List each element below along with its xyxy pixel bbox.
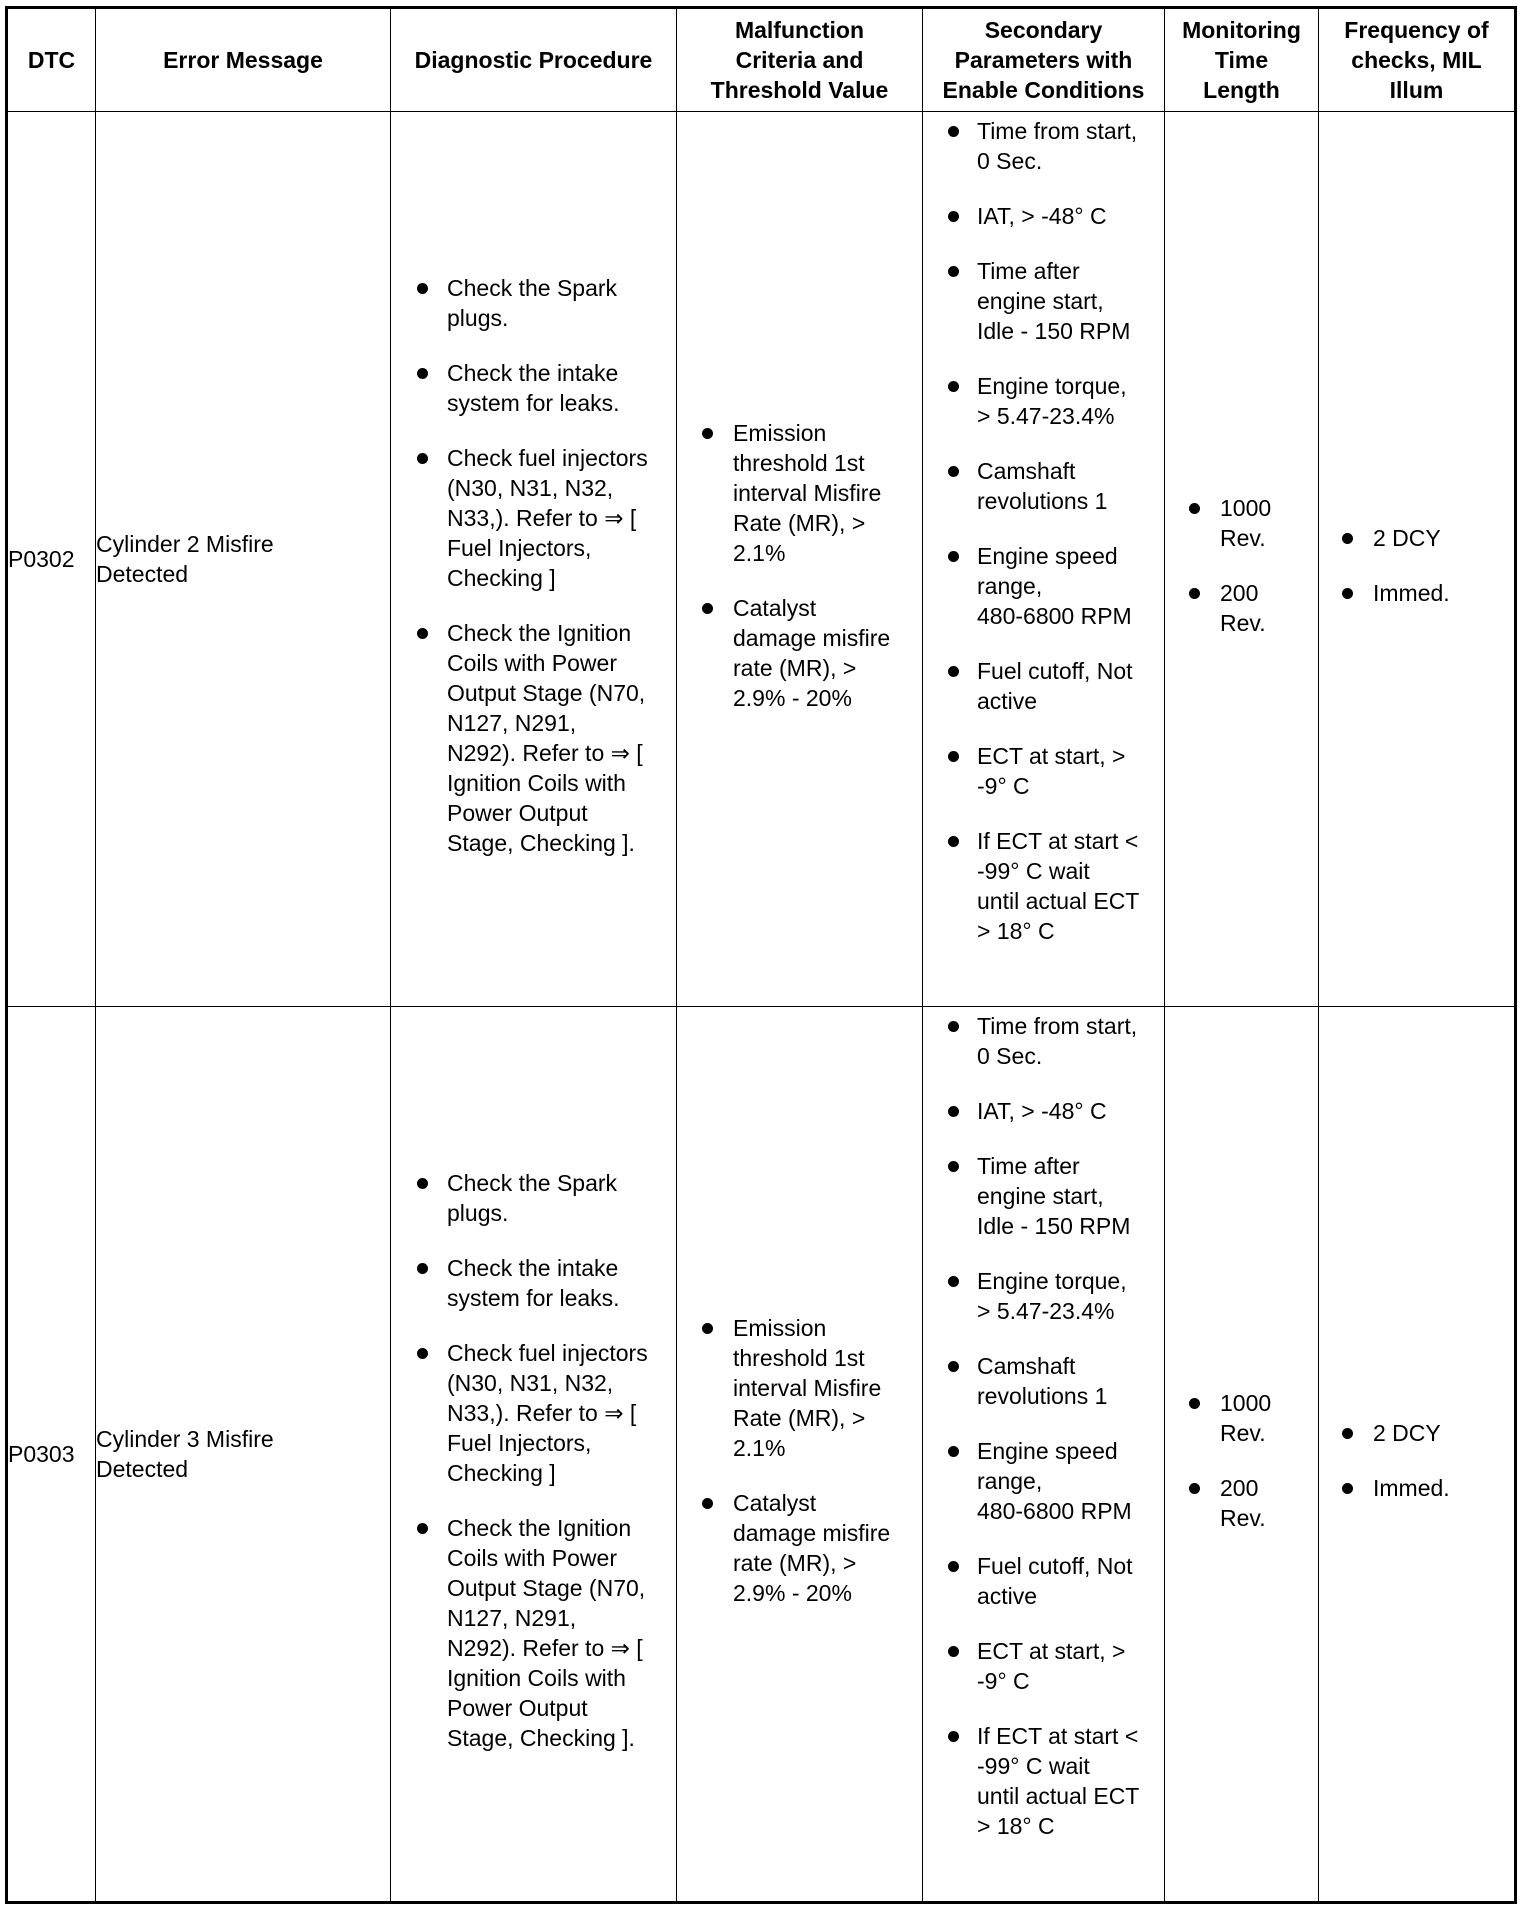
list-item-line: 2 DCY xyxy=(1373,1420,1441,1447)
secondary-parameters xyxy=(923,1006,1165,1902)
list-item-line: plugs. xyxy=(447,305,509,332)
list-item-line: 2 DCY xyxy=(1373,525,1441,552)
bullet-icon xyxy=(1189,1483,1200,1494)
list-item-line: rate (MR), > xyxy=(733,655,857,682)
list-item-line: 2.9% - 20% xyxy=(733,685,852,712)
list-item-line: Catalyst xyxy=(733,595,817,622)
list-item-line: N127, N291, xyxy=(447,1605,577,1632)
text-line: Length xyxy=(1203,77,1280,103)
list-item-line: revolutions 1 xyxy=(977,1382,1108,1409)
list-item-line: system for leaks. xyxy=(447,390,620,417)
bullet-icon xyxy=(702,1498,713,1509)
list-item xyxy=(1220,493,1312,553)
list-item xyxy=(1373,523,1508,553)
bullet-icon xyxy=(1189,503,1200,514)
list-item-line: Fuel cutoff, Not xyxy=(977,1552,1133,1579)
list-item-line: Ignition Coils with xyxy=(447,770,626,797)
bullet-icon xyxy=(948,1646,959,1657)
header-frequency xyxy=(1319,8,1516,112)
bullet-icon xyxy=(1189,1398,1200,1409)
list-item xyxy=(1373,1418,1508,1448)
list-item xyxy=(977,1636,1158,1696)
dtc-code: P0303 xyxy=(7,1006,96,1902)
list-item xyxy=(977,1266,1158,1326)
bullet-icon xyxy=(948,211,959,222)
text-line: Parameters with xyxy=(954,47,1133,73)
bullet-icon xyxy=(417,283,428,294)
list-item-line: 2.1% xyxy=(733,540,786,567)
list-item-line: N33,). Refer to ⇒ [ xyxy=(447,505,637,532)
list-item-line: Camshaft xyxy=(977,458,1076,484)
list-item-line: 480-6800 RPM xyxy=(977,603,1132,629)
dtc-table xyxy=(5,6,1517,1904)
list-item xyxy=(977,656,1158,716)
list-item-line: until actual ECT xyxy=(977,888,1140,914)
list-item-line: Output Stage (N70, xyxy=(447,680,646,707)
list-item xyxy=(447,273,668,333)
document-page xyxy=(5,6,1514,1904)
list-item xyxy=(1220,1388,1312,1448)
bullet-icon xyxy=(417,1523,428,1534)
bullet-icon xyxy=(417,628,428,639)
diagnostic-procedure xyxy=(391,112,677,1007)
list-item-line: Engine speed xyxy=(977,543,1118,569)
list-item-line: (N30, N31, N32, xyxy=(447,1370,614,1397)
bullet-icon xyxy=(948,466,959,477)
list-item-line: -99° C wait xyxy=(977,1752,1090,1779)
list-item xyxy=(977,116,1158,176)
text-line: checks, MIL xyxy=(1351,47,1482,73)
header-monitoring-time xyxy=(1165,8,1319,112)
list-item-line: 2.1% xyxy=(733,1435,786,1462)
list-item-line: > 5.47-23.4% xyxy=(977,1297,1115,1324)
list-item-line: Rev. xyxy=(1220,610,1266,637)
list-item xyxy=(977,201,1158,231)
bullet-icon xyxy=(948,1106,959,1117)
bullet-icon xyxy=(1342,588,1353,599)
list-item-line: 2.9% - 20% xyxy=(733,1580,852,1607)
list-item-line: 0 Sec. xyxy=(977,148,1043,174)
bullet-icon xyxy=(702,428,713,439)
header-dtc xyxy=(7,8,96,112)
list-item xyxy=(1220,1473,1312,1533)
list-item-line: Emission xyxy=(733,1315,827,1342)
list-item-line: threshold 1st xyxy=(733,450,865,477)
text-line: Time xyxy=(1214,47,1269,73)
list-item-line: active xyxy=(977,1582,1038,1609)
list-item-line: 0 Sec. xyxy=(977,1042,1043,1069)
list-item-line: Check fuel injectors xyxy=(447,1340,648,1367)
bullet-list xyxy=(677,1313,922,1608)
bullet-icon xyxy=(948,551,959,562)
list-item xyxy=(977,256,1158,346)
bullet-list xyxy=(923,116,1164,946)
list-item xyxy=(977,1011,1158,1071)
list-item-line: Fuel cutoff, Not xyxy=(977,658,1133,684)
text-line: Criteria and xyxy=(735,47,864,73)
text-line: Cylinder 2 Misfire xyxy=(96,530,274,557)
header-diagnostic-procedure xyxy=(391,8,677,112)
list-item-line: -99° C wait xyxy=(977,858,1090,884)
list-item-line: Checking ] xyxy=(447,565,556,592)
bullet-icon xyxy=(948,1561,959,1572)
list-item-line: ECT at start, > xyxy=(977,1637,1126,1664)
list-item-line: Time after xyxy=(977,258,1080,284)
list-item-line: Time from start, xyxy=(977,1012,1138,1039)
bullet-icon xyxy=(948,1361,959,1372)
list-item-line: Check the Ignition xyxy=(447,620,632,647)
list-item xyxy=(977,1551,1158,1611)
list-item-line: Check fuel injectors xyxy=(447,445,648,472)
list-item-line: If ECT at start < xyxy=(977,1722,1139,1749)
list-item xyxy=(733,418,914,568)
list-item xyxy=(977,826,1158,946)
bullet-icon xyxy=(948,1276,959,1287)
text-line: Frequency of xyxy=(1344,17,1489,43)
bullet-icon xyxy=(948,1446,959,1457)
list-item xyxy=(447,1513,668,1753)
list-item-line: Rev. xyxy=(1220,1505,1266,1532)
bullet-icon xyxy=(1342,533,1353,544)
header-secondary-parameters xyxy=(923,8,1165,112)
bullet-icon xyxy=(948,1161,959,1172)
list-item-line: N292). Refer to ⇒ [ xyxy=(447,1635,643,1662)
bullet-icon xyxy=(948,126,959,137)
list-item-line: Engine torque, xyxy=(977,1267,1127,1294)
list-item-line: revolutions 1 xyxy=(977,488,1108,514)
list-item-line: range, xyxy=(977,1467,1043,1494)
list-item-line: Check the Spark xyxy=(447,1170,618,1197)
bullet-icon xyxy=(948,1021,959,1032)
bullet-icon xyxy=(948,666,959,677)
list-item-line: engine start, xyxy=(977,1182,1104,1209)
list-item-line: Power Output xyxy=(447,800,588,827)
bullet-icon xyxy=(1342,1483,1353,1494)
error-message xyxy=(96,1006,391,1902)
monitoring-time xyxy=(1165,1006,1319,1902)
list-item-line: interval Misfire xyxy=(733,480,882,507)
list-item-line: > 18° C xyxy=(977,918,1055,944)
list-item xyxy=(447,358,668,418)
bullet-icon xyxy=(417,1348,428,1359)
bullet-icon xyxy=(948,751,959,762)
list-item-line: 200 xyxy=(1220,1475,1259,1502)
list-item xyxy=(447,1338,668,1488)
list-item-line: 1000 xyxy=(1220,495,1272,522)
list-item-line: (N30, N31, N32, xyxy=(447,475,614,502)
list-item xyxy=(447,443,668,593)
text-line: Malfunction xyxy=(734,17,865,43)
bullet-icon xyxy=(948,1731,959,1742)
malfunction-criteria xyxy=(677,112,923,1007)
list-item-line: Idle - 150 RPM xyxy=(977,1212,1131,1239)
list-item xyxy=(1220,578,1312,638)
text-line: Illum xyxy=(1389,77,1444,103)
table-row xyxy=(7,1006,1516,1902)
bullet-icon xyxy=(417,368,428,379)
bullet-list xyxy=(677,418,922,713)
bullet-list xyxy=(391,273,676,858)
list-item-line: Emission xyxy=(733,420,827,447)
bullet-icon xyxy=(1189,588,1200,599)
list-item-line: ECT at start, > xyxy=(977,743,1126,769)
list-item xyxy=(447,1253,668,1313)
list-item-line: -9° C xyxy=(977,773,1030,799)
bullet-icon xyxy=(417,1263,428,1274)
bullet-icon xyxy=(948,836,959,847)
bullet-icon xyxy=(702,603,713,614)
list-item xyxy=(1373,1473,1508,1503)
list-item xyxy=(733,593,914,713)
list-item-line: 1000 xyxy=(1220,1390,1272,1417)
list-item-line: active xyxy=(977,688,1038,714)
list-item xyxy=(447,1168,668,1228)
check-frequency xyxy=(1319,112,1516,1007)
bullet-icon xyxy=(948,381,959,392)
list-item-line: N33,). Refer to ⇒ [ xyxy=(447,1400,637,1427)
list-item xyxy=(447,618,668,858)
secondary-parameters xyxy=(923,112,1165,1007)
list-item-line: Rate (MR), > xyxy=(733,1405,866,1432)
list-item-line: Check the Spark xyxy=(447,275,618,302)
list-item xyxy=(977,1436,1158,1526)
text-line: Detected xyxy=(96,560,189,587)
bullet-list xyxy=(923,1011,1164,1841)
bullet-icon xyxy=(417,453,428,464)
error-message xyxy=(96,112,391,1007)
list-item-line: Time after xyxy=(977,1152,1080,1179)
bullet-list xyxy=(391,1168,676,1753)
list-item-line: If ECT at start < xyxy=(977,828,1139,854)
list-item-line: IAT, > -48° C xyxy=(977,1097,1107,1124)
list-item-line: Immed. xyxy=(1373,580,1450,607)
list-item xyxy=(733,1488,914,1608)
list-item xyxy=(977,371,1158,431)
list-item-line: system for leaks. xyxy=(447,1285,620,1312)
header-malfunction-criteria xyxy=(677,8,923,112)
text-line: Error Message xyxy=(163,47,323,73)
list-item-line: > 18° C xyxy=(977,1812,1055,1839)
bullet-list xyxy=(1319,523,1514,608)
list-item xyxy=(977,1351,1158,1411)
list-item-line: Rev. xyxy=(1220,1420,1266,1447)
list-item-line: range, xyxy=(977,573,1043,599)
list-item-line: Idle - 150 RPM xyxy=(977,318,1131,344)
list-item-line: 480-6800 RPM xyxy=(977,1497,1132,1524)
list-item-line: Checking ] xyxy=(447,1460,556,1487)
check-frequency xyxy=(1319,1006,1516,1902)
list-item-line: N292). Refer to ⇒ [ xyxy=(447,740,643,767)
list-item xyxy=(977,1721,1158,1841)
list-item-line: Ignition Coils with xyxy=(447,1665,626,1692)
list-item-line: threshold 1st xyxy=(733,1345,865,1372)
list-item xyxy=(977,741,1158,801)
list-item xyxy=(977,541,1158,631)
text-line: Enable Conditions xyxy=(942,77,1145,103)
list-item-line: rate (MR), > xyxy=(733,1550,857,1577)
list-item-line: Coils with Power xyxy=(447,1545,617,1572)
list-item-line: Check the Ignition xyxy=(447,1515,632,1542)
list-item-line: until actual ECT xyxy=(977,1782,1140,1809)
list-item-line: engine start, xyxy=(977,288,1104,314)
bullet-icon xyxy=(948,266,959,277)
bullet-list xyxy=(1165,1388,1318,1533)
list-item-line: damage misfire xyxy=(733,1520,891,1547)
malfunction-criteria xyxy=(677,1006,923,1902)
list-item-line: Power Output xyxy=(447,1695,588,1722)
list-item xyxy=(977,1151,1158,1241)
list-item-line: N127, N291, xyxy=(447,710,577,737)
bullet-icon xyxy=(1342,1428,1353,1439)
list-item-line: Catalyst xyxy=(733,1490,817,1517)
header-error-message xyxy=(96,8,391,112)
list-item-line: Fuel Injectors, xyxy=(447,535,592,562)
text-line: Diagnostic Procedure xyxy=(414,47,653,73)
list-item-line: Fuel Injectors, xyxy=(447,1430,592,1457)
list-item-line: damage misfire xyxy=(733,625,891,652)
monitoring-time xyxy=(1165,112,1319,1007)
text-line: Threshold Value xyxy=(710,77,889,103)
list-item-line: Immed. xyxy=(1373,1475,1450,1502)
header-row xyxy=(7,8,1516,112)
text-line: DTC xyxy=(27,47,76,73)
list-item-line: Check the intake xyxy=(447,360,619,387)
list-item-line: Check the intake xyxy=(447,1255,619,1282)
list-item-line: Engine torque, xyxy=(977,373,1127,399)
list-item-line: Time from start, xyxy=(977,118,1138,144)
list-item xyxy=(733,1313,914,1463)
list-item-line: plugs. xyxy=(447,1200,509,1227)
list-item-line: 200 xyxy=(1220,580,1259,607)
list-item xyxy=(977,1096,1158,1126)
list-item-line: > 5.47-23.4% xyxy=(977,403,1115,429)
text-line: Secondary xyxy=(984,17,1103,43)
bullet-icon xyxy=(417,1178,428,1189)
text-line: Monitoring xyxy=(1182,17,1301,43)
list-item-line: Camshaft xyxy=(977,1352,1076,1379)
list-item-line: IAT, > -48° C xyxy=(977,203,1107,229)
list-item-line: Rate (MR), > xyxy=(733,510,866,537)
list-item-line: Stage, Checking ]. xyxy=(447,830,635,857)
bullet-icon xyxy=(702,1323,713,1334)
list-item-line: Coils with Power xyxy=(447,650,617,677)
list-item-line: interval Misfire xyxy=(733,1375,882,1402)
list-item-line: Engine speed xyxy=(977,1437,1118,1464)
text-line: Detected xyxy=(96,1455,189,1482)
bullet-list xyxy=(1319,1418,1514,1503)
list-item-line: Output Stage (N70, xyxy=(447,1575,646,1602)
dtc-code: P0302 xyxy=(7,112,96,1007)
list-item xyxy=(977,456,1158,516)
list-item-line: Rev. xyxy=(1220,525,1266,552)
list-item-line: Stage, Checking ]. xyxy=(447,1725,635,1752)
text-line: Cylinder 3 Misfire xyxy=(96,1425,274,1452)
diagnostic-procedure xyxy=(391,1006,677,1902)
table-row xyxy=(7,112,1516,1007)
list-item xyxy=(1373,578,1508,608)
list-item-line: -9° C xyxy=(977,1667,1030,1694)
bullet-list xyxy=(1165,493,1318,638)
